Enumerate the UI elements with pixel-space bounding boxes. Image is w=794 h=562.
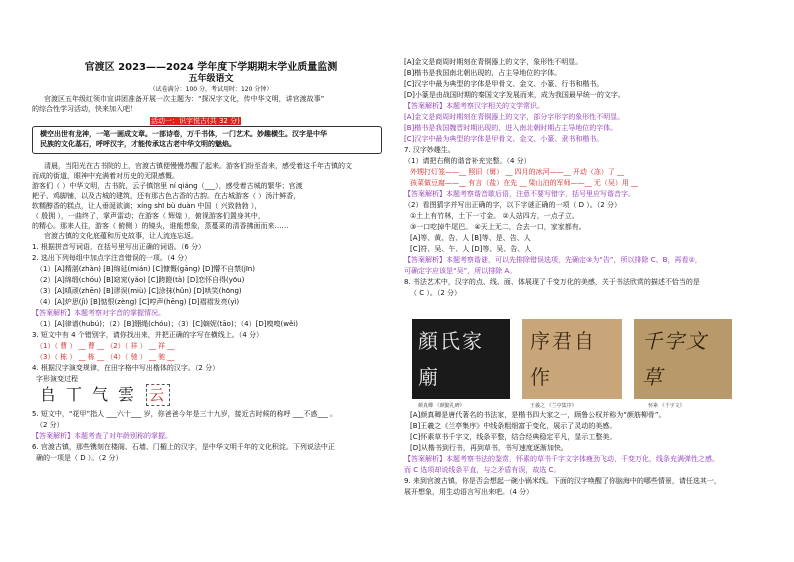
q2-option-row: （1）[A]精湛(zhàn) [B]绵延(mián) [C]慷慨(gāng) [D]懵不自禁(jīn) [36,265,255,273]
answer-detail: [B]楷书是我国魏晋时期出现的，进入南北朝时期占主导地位的字体。 [404,124,618,132]
passage-line: （ 殷拥 ），一曲终了，掌声雷动；在游客（ 辉煌 ），俯视游客们置身其中， [32,212,265,220]
q9-stem: 展开想象，用生动语言写出来吧。（4 分） [404,488,534,496]
answer-detail: 而 C 选项却说线条平直，与之矛盾有误，故选 C。 [404,466,561,474]
question-4: 4. 根据汉字演变规律，在田字格中写出楷体的汉字。（2 分） [32,364,220,372]
passage-line: 耙子、鸡脚铺，以及古城的建筑，还有那古色古香的古韵。在古城游客（ ）汤汁鲜香， [32,192,301,200]
riddle-line: ①土上有竹林，土下一寸金。 ②人站四方，一点孑立。 [410,212,579,220]
calligraphy-glyphs: 序君自作 [530,329,596,389]
answer-analysis: 【答案解析】本题考察谐谜，可以先排除错误选项，先确定③为“告”，所以排除 C、B，再看②， [404,256,702,264]
q6-option-b: [B]楷书是我国南北朝出现的，占主导地位的字体。 [404,69,562,77]
q2-option-row: （2）[A]绵缎(chóu) [B]窈窕(yǎo) [C]跨蹬(tà) [D]恋怀自得(yōu) [36,276,245,284]
q3-answers: （3）（ 栋 ） __ 栋 __ （4）（ 驰 ） __ 驰 __ [36,353,175,361]
passage-line: 清晨，当阳光在古书院的上，官渡古镇便慢慢苏醒了起来。游客们纷至沓来，感受着这千年古镇的文 [44,162,352,170]
q5-points: （2 分） [36,421,64,429]
calligraphy-image-wang [522,319,622,399]
evolution-answer: 云 [149,386,165,404]
q7-part2: （2）看图猜字并写出正确的字，以下字谜正确的一项（ D ）。（2 分） [404,201,621,209]
q8-stem: （ C ）。（2 分） [410,289,462,297]
evolution-glyph: 雲 [118,385,135,404]
question-3: 3. 短文中有 4 个错别字，请你找出来，并把正确的字写在横线上。（4 分） [32,331,263,339]
calligraphy-image-yan [412,319,510,399]
answer-detail: [A]金文是商周时期刻在青铜器上的文字，部分字形字的象形性不明显。 [404,113,625,121]
answer-detail: 可确定字应该是“吴”，所以排除 A。 [404,267,517,275]
intro-line: 的综合性学习活动，快来加入吧！ [32,105,137,113]
answer-analysis: 【答案解析】本题考察对字音的掌握情况。 [32,309,165,317]
question-1: 1. 根据拼音写词语，在括号里写出正确的词语。（6 分） [32,243,206,251]
answer-detail: （1）[A]律谱(hubú)；（2）[B]绷绳(chóu)；（3）[C]嫡妮(tāo)；（4）[D]嗅嗅(wěi) [36,320,298,328]
question-6: 6. 官渡古镇，那些镌刻在楼阁、石墙、门楣上的汉字，是中华文明千年的文化积淀。下列说法中正 [32,443,335,451]
evolution-label: 字形演变过程 [36,375,78,383]
exam-title: 官渡区 2023——2024 学年度下学期期末学业质量监测 [84,62,338,73]
riddle-line: ③一口吃掉牛尾巴。 ④天上无二，合去一口，家家都有。 [410,223,586,231]
passage-line: 的精心。那来人往，游客（ 俯侧 ）的镜头，谁能想象，蒸蔓菜的清香拂面而来…… [32,222,289,230]
q2-option-row: （3）[A]嗔顽(zhēn) [B]谬误(miù) [C]涂抹(hǔn) [D]哄笑(hōng) [36,287,242,295]
intro-line: 官渡区五年级红领巾宣讲团准备开展一次主题为：“探况字文化，传中华文明，讲官渡故事” [44,95,325,103]
answer-analysis: 【答案解析】本题考察书法的鉴赏，怀素的草书千字文字体瘦劲飞动，千变万化，线条充满弹性之感。 [404,455,719,463]
q8-option-c: [C]怀素草书千字文，线条平整，结合经典稳定平凡，显示工整美。 [410,433,617,441]
q8-option-a: [A]颜真卿是唐代著名的书法家，是楷书四大家之一，顾鲁公权并称为“颜筋柳骨”。 [410,411,666,419]
q8-option-d: [D]从楷书到行书，再到草书，书写速度逐渐加快。 [410,444,568,452]
q6-option-d: [D]小篆是由战国时期的秦国文字发展而来，成为我国最早统一的文字。 [404,91,625,99]
calligraphy-caption: 颜真卿 《颜勤礼碑》 [418,403,465,409]
q6-option-a: [A]金文是商周时期刻在青铜器上的文字，象形性不明显。 [404,58,583,66]
calligraphy-image-huaisu [634,319,732,399]
question-7: 7. 汉字妙趣生。 [404,146,455,154]
riddle-options: [C]符、吴、午、人 [D]等、吴、告、人 [410,245,532,253]
calligraphy-caption: 王羲之 《兰亭集序》 [530,403,577,409]
activity-banner-label: 活动一：识字悦古(共 32 分) [151,117,240,125]
answer-detail: [C]汉字中最为典型的字体是甲骨文、金文、小篆、隶书和楷书。 [404,135,604,143]
q2-option-row: （4）[A]炉思(jì) [B]惦恨(zèng) [C]哼声(hēng) [D]褶褶发亮(yì) [36,298,240,306]
q6-option-c: [C]汉字中最为典型的字体是甲骨文、金文、小篆、行书和楷书。 [404,80,604,88]
question-2: 2. 选出下列每组中加点字注音错误的一项。（4 分） [32,254,192,262]
q6-stem: 确的一项是（ D ）。（2 分） [36,454,123,462]
question-5: 5. 短文中，“花甲”指人 ___六十___ 岁，你爸爸今年是三十九岁，接近古时候的称呼 ___不惑___ 。 [32,410,338,418]
calligraphy-caption: 怀素 《千字文》 [648,403,685,409]
calligraphy-glyphs: 顏氏家廟 [418,329,484,389]
evolution-glyph: 𠂤 [40,385,57,404]
answer-analysis: 【答案解析】本题考察谐音歇后语，注意不要写错字，括号里应写谐音字。 [404,190,635,198]
question-9: 9. 来到官渡古镇，你是否会想起一碗小锅米线。下面的汉字唤醒了你脑海中的哪些情景，请任选其一， [404,477,721,485]
question-8: 8. 书法艺术中，汉字的点、线、面、体展现了千变万化的美感，关于书法欣赏的描述不恰当的是 [404,278,700,286]
exam-subject: 五年级语文 [188,74,234,84]
passage-line: 游客们（ ）中华文明，古书院，云子镇馆里 ní qiáng（___），感受着古城的繁华；官渡 [32,182,303,190]
answer-analysis: 【答案解析】本题考察汉字相关的文学常识。 [404,102,544,110]
evolution-glyph: 丅 [66,385,83,404]
evolution-glyph: 气 [92,385,109,404]
answer-analysis: 【答案解析】本题考查了对年龄别称的掌握。 [32,432,172,440]
q7-part1: （1）请把右侧的谐音补充完整。（4 分） [404,157,531,165]
activity-banner [150,117,241,126]
q3-answers: （1）（ 曹 ） __ 曹 __ （2）（ 祥 ） __ 祥 __ [36,342,175,350]
passage-line: 而成的街道，眼神中充满着对历史的无限感慨。 [32,172,179,180]
passage-line: 软糯醇香的糕点，让人垂涎欲滴；xíng shī bù duàn 中国（ 兴致勃勃 ）， [32,202,262,210]
scroll-text: 横空出世有龙神，一笔一画成文章。一部诗卷，万千书体，一门艺术。妙趣横生。汉字是中华 [40,130,327,138]
q7-answers: 外甥打灯笼——__ 照旧（舅） __ 四月的冰河——__ 开动（冻）了 __ [410,168,625,176]
q7-answers: 孩菜做豆腐——__ 有言（盐）在先 __ 梁山泊的军师——__ 无（吴）用 __ [410,179,639,187]
passage-line: 官渡古镇的文化底蕴和历史故事，让人流连忘返。 [44,232,198,240]
exam-meta: （试卷满分：100 分，考试用时：120 分钟） [149,86,273,93]
calligraphy-glyphs: 千字文草 [642,329,708,389]
scroll-text: 民族的文化基石，呼呼汉字，才能传承这古老中华文明的魅焰。 [40,140,236,148]
q8-option-b: [B]王羲之《兰亭集序》中线条粗细富于变化，展示了灵动的美感。 [410,422,617,430]
riddle-options: [A]等、黄、告、人 [B]等、是、告、人 [410,234,531,242]
